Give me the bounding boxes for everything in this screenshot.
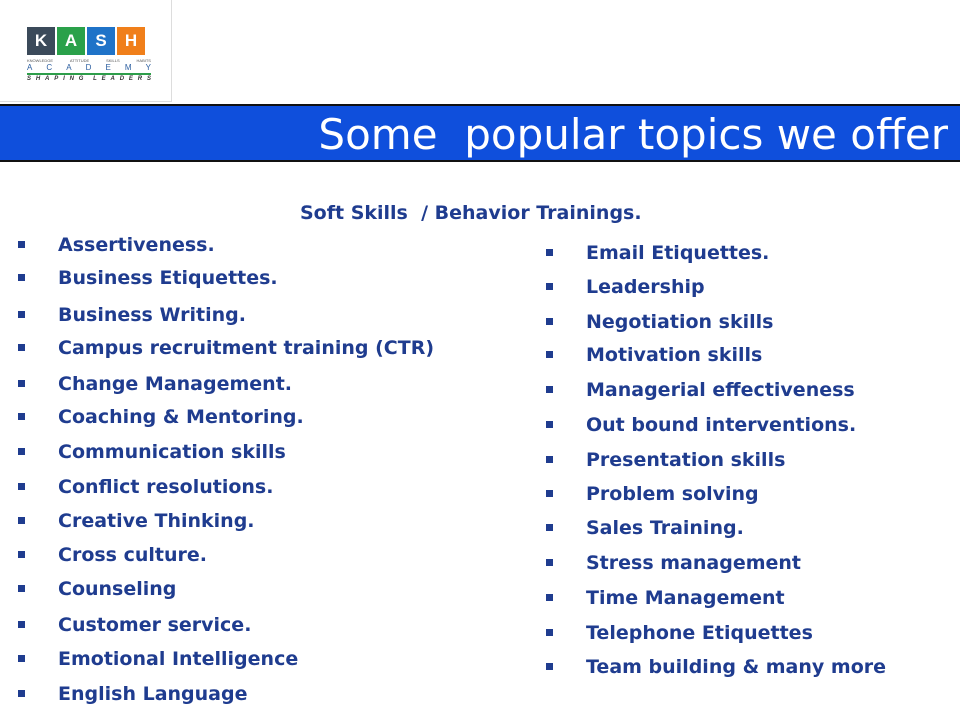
bullet-icon — [18, 655, 25, 662]
logo-tagline-letter: A — [110, 76, 115, 82]
bullet-icon — [18, 621, 25, 628]
bullet-icon — [18, 483, 25, 490]
list-item-label: Problem solving — [586, 483, 759, 505]
list-item-label: Campus recruitment training (CTR) — [58, 337, 435, 359]
bullet-icon — [18, 517, 25, 524]
list-item-label: Stress management — [586, 552, 802, 574]
logo-tagline-letter: D — [119, 76, 125, 82]
logo-tagline-letter: S — [27, 76, 32, 82]
bullet-icon — [18, 344, 25, 351]
list-item-label: Negotiation skills — [586, 311, 774, 333]
logo-tagline-letter: R — [137, 76, 143, 82]
list-item-label: Out bound interventions. — [586, 414, 857, 436]
logo-word-habits: HABITS — [136, 58, 151, 63]
list-item-label: Communication skills — [58, 441, 286, 463]
logo-divider-line — [27, 73, 151, 75]
list-item-label: Sales Training. — [586, 517, 744, 539]
bullet-icon — [546, 594, 553, 601]
list-item-label: Counseling — [58, 578, 177, 600]
list-item-label: Customer service. — [58, 614, 252, 636]
logo-tagline-letter: L — [93, 76, 97, 82]
logo-academy-letter: C — [46, 63, 53, 72]
bullet-icon — [546, 456, 553, 463]
logo-tagline-letter: E — [101, 76, 106, 82]
bullet-icon — [546, 421, 553, 428]
bullet-icon — [18, 241, 25, 248]
logo-letter-tiles — [27, 27, 145, 55]
logo-academy-letter: D — [85, 63, 92, 72]
logo-academy-letter: E — [105, 63, 111, 72]
logo-word-knowledge: KNOWLEDGE — [27, 58, 54, 63]
bullet-icon — [18, 690, 25, 697]
logo-tagline — [27, 76, 151, 82]
logo-tagline-letter: H — [35, 76, 41, 82]
list-item-label: Managerial effectiveness — [586, 379, 855, 401]
logo-tagline-letter: N — [69, 76, 74, 82]
logo-academy-letter: M — [124, 63, 132, 72]
logo-letter-k: K — [27, 27, 55, 55]
logo-tagline-letter: A — [45, 76, 50, 82]
slide-title: Some popular topics we offer — [318, 110, 948, 159]
logo-tagline-letter: G — [78, 76, 84, 82]
list-item-label: Email Etiquettes. — [586, 242, 770, 264]
bullet-icon — [546, 351, 553, 358]
logo-letter-a: A — [57, 27, 85, 55]
list-item-label: Leadership — [586, 276, 705, 298]
bullet-icon — [546, 249, 553, 256]
list-item-label: Business Etiquettes. — [58, 267, 278, 289]
bullet-icon — [18, 585, 25, 592]
bullet-icon — [18, 551, 25, 558]
logo-tagline-letter: P — [54, 76, 59, 82]
bullet-icon — [18, 448, 25, 455]
bullet-icon — [546, 559, 553, 566]
bullet-icon — [546, 386, 553, 393]
list-item-label: Cross culture. — [58, 544, 207, 566]
list-item-label: English Language — [58, 683, 248, 705]
logo-academy-letter: A — [66, 63, 72, 72]
logo-tagline-letter: I — [63, 76, 65, 82]
logo-letter-h: H — [117, 27, 145, 55]
bullet-icon — [546, 524, 553, 531]
bullet-icon — [18, 380, 25, 387]
bullet-icon — [546, 283, 553, 290]
list-item-label: Presentation skills — [586, 449, 786, 471]
list-item-label: Emotional Intelligence — [58, 648, 299, 670]
list-item-label: Coaching & Mentoring. — [58, 406, 304, 428]
list-item-label: Assertiveness. — [58, 234, 215, 256]
logo-word-attitude: ATTITUDE — [69, 58, 90, 63]
list-item-label: Creative Thinking. — [58, 510, 255, 532]
kash-academy-logo — [0, 0, 172, 102]
logo-tagline-letter: S — [146, 76, 151, 82]
list-item-label: Business Writing. — [58, 304, 246, 326]
section-subtitle: Soft Skills / Behavior Trainings. — [300, 202, 642, 224]
logo-academy-letter: Y — [145, 63, 151, 72]
list-item-label: Change Management. — [58, 373, 292, 395]
bullet-icon — [18, 413, 25, 420]
list-item-label: Team building & many more — [586, 656, 887, 678]
logo-academy-letter: A — [27, 63, 33, 72]
bullet-icon — [546, 490, 553, 497]
bullet-icon — [18, 311, 25, 318]
logo-academy — [27, 63, 151, 72]
bullet-icon — [546, 663, 553, 670]
list-item-label: Motivation skills — [586, 344, 763, 366]
title-bar — [0, 104, 960, 162]
bullet-icon — [546, 318, 553, 325]
logo-tagline-letter: E — [128, 76, 133, 82]
logo-word-skills: SKILLS — [106, 58, 120, 63]
list-item-label: Conflict resolutions. — [58, 476, 274, 498]
list-item-label: Telephone Etiquettes — [586, 622, 813, 644]
bullet-icon — [546, 629, 553, 636]
logo-letter-s: S — [87, 27, 115, 55]
bullet-icon — [18, 274, 25, 281]
list-item-label: Time Management — [586, 587, 785, 609]
